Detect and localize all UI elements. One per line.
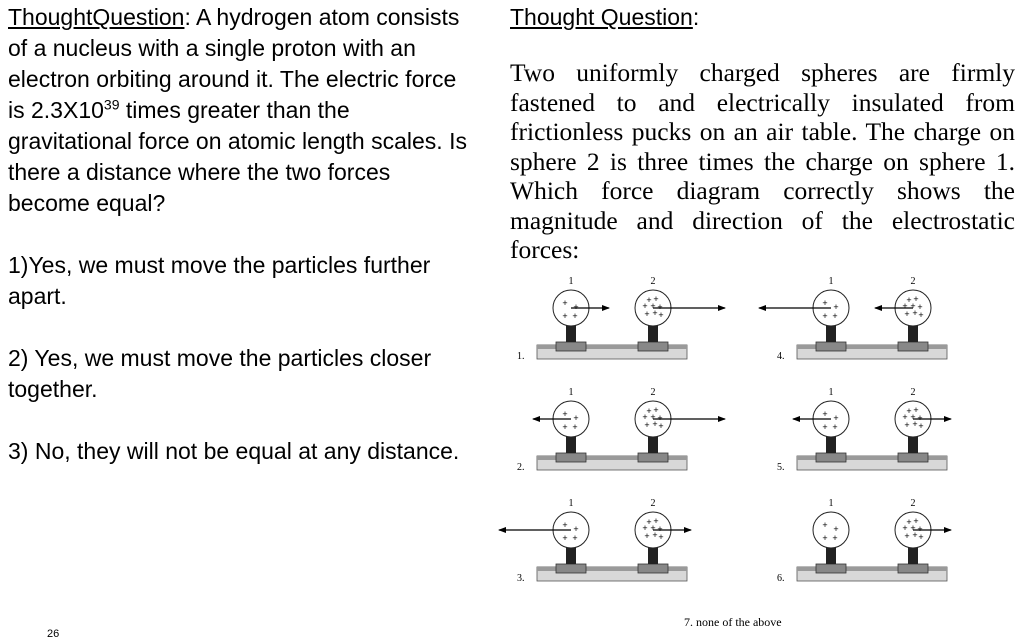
force-diagram-1 (517, 276, 725, 362)
plus-sign: + (657, 413, 663, 423)
plus-sign: + (652, 308, 658, 318)
plus-sign: + (822, 311, 828, 321)
plus-sign: + (653, 294, 659, 304)
post (826, 325, 836, 342)
plus-sign: + (832, 311, 838, 321)
puck (816, 342, 846, 351)
right-heading-line (510, 2, 699, 33)
plus-sign: + (913, 294, 919, 304)
plus-sign: + (910, 412, 916, 422)
plus-sign: + (912, 419, 918, 429)
plus-sign: + (912, 308, 918, 318)
plus-sign: + (832, 422, 838, 432)
diagram-number: 2. (517, 462, 525, 473)
plus-sign: + (657, 302, 663, 312)
plus-sign: + (822, 298, 828, 308)
page-number: 26 (47, 628, 60, 640)
left-question-block (8, 2, 478, 467)
option-1: 1)Yes, we must move the particles further apart. (8, 252, 431, 309)
plus-sign: + (917, 302, 923, 312)
right-heading-colon: : (692, 4, 700, 30)
left-intro: : A hydrogen atom consists of a nucleus with a single proton with an electron orbiting around it. The electric force is 2.3X10 (8, 4, 460, 123)
plus-sign: + (573, 302, 579, 312)
left-question-text (8, 2, 478, 219)
puck (556, 453, 586, 462)
plus-sign: + (918, 532, 924, 542)
option-2: 2) Yes, we must move the particles closer together. (8, 345, 432, 402)
puck (898, 564, 928, 573)
sphere-label-2: 2 (910, 498, 916, 509)
plus-sign: + (572, 533, 578, 543)
sphere-label-2: 2 (650, 498, 656, 509)
plus-sign: + (906, 406, 912, 416)
plus-sign: + (642, 523, 648, 533)
sphere-label-1: 1 (568, 498, 574, 509)
plus-sign: + (644, 309, 650, 319)
plus-sign: + (913, 405, 919, 415)
diagram-number: 5. (777, 462, 785, 473)
sphere-label-2: 2 (650, 276, 656, 287)
puck (898, 453, 928, 462)
plus-sign: + (646, 406, 652, 416)
sphere-label-1: 1 (568, 276, 574, 287)
plus-sign: + (833, 524, 839, 534)
plus-sign: + (658, 310, 664, 320)
post (908, 325, 918, 342)
plus-sign: + (832, 533, 838, 543)
plus-sign: + (650, 301, 656, 311)
right-question-text: Two uniformly charged spheres are firmly fastened to and electrically insulated from frictionless pucks on an air table. The charge on sphere 2 is three times the charge on sphere 1. Which force diagram correctly shows the magnitude and direction of the electrostatic forces: (510, 58, 1015, 264)
sphere-label-1: 1 (828, 498, 834, 509)
plus-sign: + (657, 524, 663, 534)
plus-sign: + (562, 298, 568, 308)
plus-sign: + (652, 419, 658, 429)
plus-sign: + (917, 413, 923, 423)
sphere-1 (813, 512, 849, 548)
plus-sign: + (646, 517, 652, 527)
puck (816, 564, 846, 573)
sphere-label-1: 1 (828, 276, 834, 287)
plus-sign: + (642, 301, 648, 311)
plus-sign: + (573, 524, 579, 534)
force-diagram-3 (499, 498, 691, 584)
post (826, 436, 836, 453)
force-diagram-4 (759, 276, 947, 362)
none-of-above-option: 7. none of the above (684, 615, 782, 629)
sphere-label-2: 2 (910, 276, 916, 287)
puck (638, 342, 668, 351)
post (566, 436, 576, 453)
post (648, 436, 658, 453)
post (826, 547, 836, 564)
plus-sign: + (902, 412, 908, 422)
plus-sign: + (658, 421, 664, 431)
plus-sign: + (822, 533, 828, 543)
plus-sign: + (917, 524, 923, 534)
plus-sign: + (904, 309, 910, 319)
plus-sign: + (906, 295, 912, 305)
left-heading: ThoughtQuestion (8, 4, 185, 30)
plus-sign: + (562, 409, 568, 419)
right-heading: Thought Question (510, 4, 693, 30)
left-intro-end: times greater than the gravitational force on atomic length scales. Is there a distance where the two forces become equal? (8, 97, 467, 216)
post (648, 547, 658, 564)
sphere-label-2: 2 (910, 387, 916, 398)
puck (556, 564, 586, 573)
sphere-label-1: 1 (568, 387, 574, 398)
post (566, 547, 576, 564)
plus-sign: + (833, 302, 839, 312)
option-3: 3) No, they will not be equal at any distance. (8, 438, 460, 464)
plus-sign: + (910, 523, 916, 533)
plus-sign: + (912, 530, 918, 540)
plus-sign: + (918, 421, 924, 431)
plus-sign: + (572, 422, 578, 432)
exponent: 39 (103, 96, 120, 113)
diagram-grid (499, 276, 951, 584)
plus-sign: + (822, 422, 828, 432)
diagram-number: 4. (777, 351, 785, 362)
plus-sign: + (653, 405, 659, 415)
puck (556, 342, 586, 351)
plus-sign: + (562, 422, 568, 432)
force-diagrams (490, 270, 1020, 600)
plus-sign: + (833, 413, 839, 423)
post (908, 436, 918, 453)
plus-sign: + (902, 301, 908, 311)
puck (638, 453, 668, 462)
post (566, 325, 576, 342)
plus-sign: + (822, 409, 828, 419)
force-diagram-2 (517, 387, 725, 473)
plus-sign: + (913, 516, 919, 526)
plus-sign: + (822, 520, 828, 530)
plus-sign: + (658, 532, 664, 542)
sphere-label-2: 2 (650, 387, 656, 398)
plus-sign: + (650, 523, 656, 533)
puck (816, 453, 846, 462)
plus-sign: + (918, 310, 924, 320)
diagram-number: 1. (517, 351, 525, 362)
sphere-label-1: 1 (828, 387, 834, 398)
force-diagram-6 (777, 498, 951, 584)
puck (898, 342, 928, 351)
diagram-number: 6. (777, 573, 785, 584)
plus-sign: + (644, 531, 650, 541)
plus-sign: + (562, 520, 568, 530)
plus-sign: + (902, 523, 908, 533)
plus-sign: + (653, 516, 659, 526)
diagram-number: 3. (517, 573, 525, 584)
post (908, 547, 918, 564)
plus-sign: + (646, 295, 652, 305)
plus-sign: + (650, 412, 656, 422)
force-diagram-5 (777, 387, 951, 473)
plus-sign: + (562, 311, 568, 321)
plus-sign: + (904, 531, 910, 541)
plus-sign: + (904, 420, 910, 430)
post (648, 325, 658, 342)
plus-sign: + (573, 413, 579, 423)
plus-sign: + (906, 517, 912, 527)
plus-sign: + (644, 420, 650, 430)
plus-sign: + (562, 533, 568, 543)
plus-sign: + (572, 311, 578, 321)
plus-sign: + (652, 530, 658, 540)
plus-sign: + (642, 412, 648, 422)
plus-sign: + (910, 301, 916, 311)
puck (638, 564, 668, 573)
